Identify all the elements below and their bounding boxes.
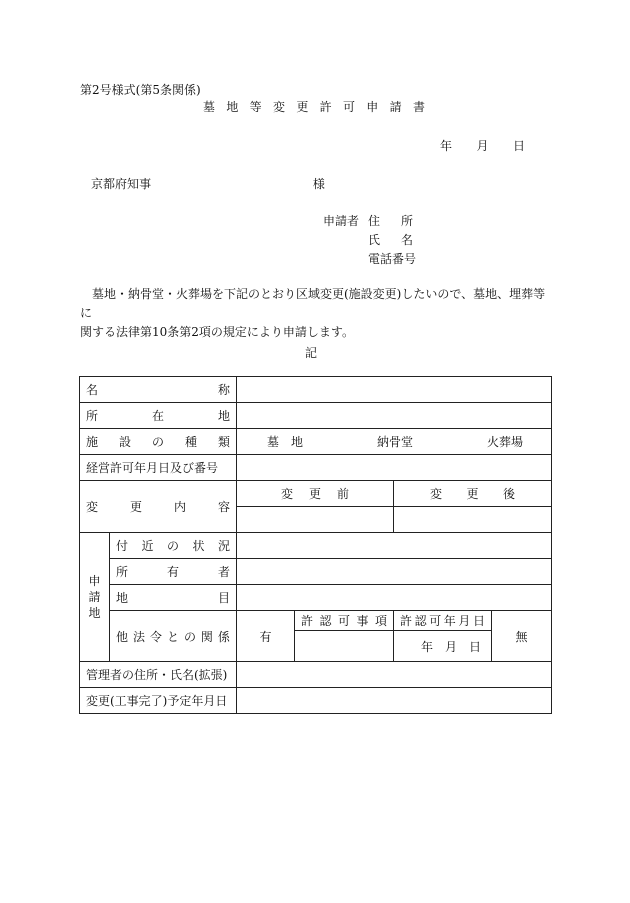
option-ossuary: 納骨堂 (376, 435, 413, 449)
form-number: 第2号様式(第5条関係) (80, 83, 201, 97)
permit-date-header: 許 認 可 年 月 日 (400, 614, 485, 628)
location-label: 所 在 地 (86, 409, 230, 423)
table-row-change-header (80, 481, 552, 507)
change-content-label: 変 更 内 容 (86, 500, 230, 514)
table-row-land-category (80, 585, 552, 611)
location-value[interactable] (237, 403, 552, 429)
other-laws-label: 他 法 令 と の 関 係 (116, 629, 230, 644)
manager-value[interactable] (237, 662, 552, 688)
name-label: 名 称 (86, 383, 230, 397)
after-change-value[interactable] (394, 507, 552, 533)
body-text: 墓地・納骨堂・火葬場を下記のとおり区域変更(施設変更)したいので、墓地、埋葬等に 関する法律第10条第2項の規定により申請します。 (80, 287, 546, 339)
name-value[interactable] (237, 377, 552, 403)
surroundings-value[interactable] (237, 533, 552, 559)
document-title: 墓 地 等 変 更 許 可 申 請 書 (203, 100, 425, 114)
before-change-value[interactable] (237, 507, 394, 533)
table-row-name (80, 377, 552, 403)
facility-type-options[interactable] (237, 429, 552, 455)
addressee-suffix: 様 (312, 177, 325, 191)
table-row-manager (80, 662, 552, 688)
ki-heading: 記 (305, 346, 318, 360)
permit-date-number-label: 経営許可年月日及び番号 (80, 455, 237, 481)
applicant-phone-label: 電話番号 (368, 252, 417, 266)
permit-date-value[interactable]: 年 月 日 (394, 631, 492, 662)
permit-date-number-value[interactable] (237, 455, 552, 481)
table-row-owner (80, 559, 552, 585)
before-change-header: 変 更 前 (281, 487, 349, 501)
applicant-address-label: 住 所 (368, 214, 413, 228)
date-line: 年 月 日 (440, 139, 525, 153)
after-change-header: 変 更 後 (430, 487, 515, 501)
table-row-permit (80, 455, 552, 481)
permit-item-value[interactable] (295, 631, 394, 662)
application-table (79, 376, 552, 714)
completion-date-value[interactable] (237, 688, 552, 714)
option-crematorium: 火葬場 (486, 435, 523, 449)
applicant-label: 申請者 (323, 214, 360, 228)
facility-type-label: 施 設 の 種 類 (86, 435, 230, 449)
land-category-label: 地 目 (116, 591, 230, 605)
yes-option[interactable]: 有 (237, 611, 295, 662)
option-cemetery: 墓 地 (267, 435, 304, 449)
manager-label: 管理者の住所・氏名(拡張) (80, 662, 237, 688)
surroundings-label: 付 近 の 状 況 (116, 539, 230, 553)
addressee-line (91, 175, 325, 192)
no-option[interactable]: 無 (492, 611, 552, 662)
permit-item-header: 許 認 可 事 項 (301, 614, 387, 628)
table-row-other-laws-top (80, 611, 552, 631)
addressee-name: 京都府知事 (91, 177, 152, 191)
applicant-name-label: 氏 名 (368, 233, 413, 247)
table-row-location (80, 403, 552, 429)
application-site-label: 申 請 地 (80, 533, 110, 662)
table-row-facility-type (80, 429, 552, 455)
owner-label: 所 有 者 (116, 565, 230, 579)
applicant-block (323, 211, 417, 268)
completion-date-label: 変更(工事完了)予定年月日 (80, 688, 237, 714)
table-row-surroundings (80, 533, 552, 559)
owner-value[interactable] (237, 559, 552, 585)
land-category-value[interactable] (237, 585, 552, 611)
table-row-completion (80, 688, 552, 714)
